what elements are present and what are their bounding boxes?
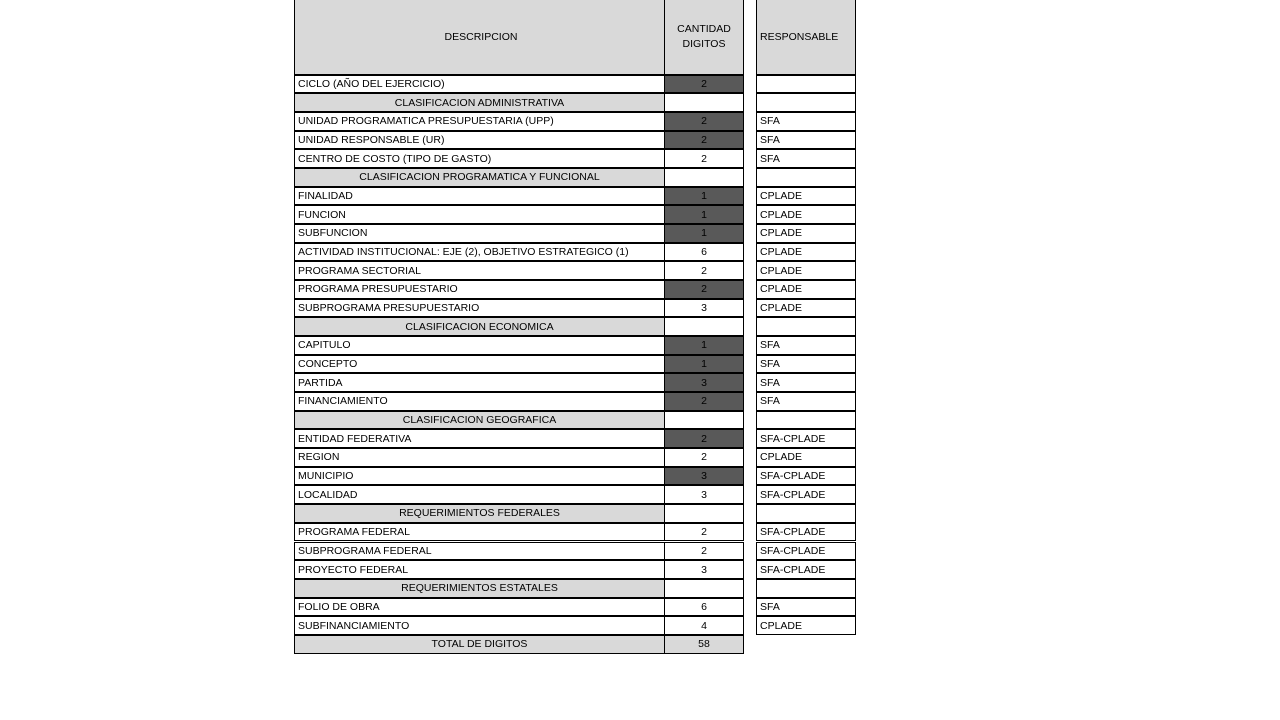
row-cantidad — [664, 411, 744, 430]
section-title: CLASIFICACION GEOGRAFICA — [294, 411, 665, 430]
row-cantidad: 6 — [664, 598, 744, 617]
row-responsable: CPLADE — [756, 243, 856, 262]
row-descripcion: PROYECTO FEDERAL — [294, 560, 665, 579]
row-responsable: SFA — [756, 112, 856, 131]
section-title: CLASIFICACION ECONOMICA — [294, 317, 665, 336]
row-responsable: SFA — [756, 131, 856, 150]
total-value: 58 — [664, 635, 744, 654]
row-descripcion: UNIDAD RESPONSABLE (UR) — [294, 131, 665, 150]
row-descripcion: SUBPROGRAMA FEDERAL — [294, 542, 665, 561]
row-cantidad: 2 — [664, 261, 744, 280]
row-descripcion: CICLO (AÑO DEL EJERCICIO) — [294, 75, 665, 94]
row-responsable: SFA — [756, 336, 856, 355]
row-descripcion: LOCALIDAD — [294, 485, 665, 504]
row-descripcion: FINANCIAMIENTO — [294, 392, 665, 411]
row-cantidad: 2 — [664, 75, 744, 94]
row-responsable: SFA-CPLADE — [756, 485, 856, 504]
total-label: TOTAL DE DIGITOS — [294, 635, 665, 654]
row-descripcion: CENTRO DE COSTO (TIPO DE GASTO) — [294, 149, 665, 168]
row-descripcion: PARTIDA — [294, 373, 665, 392]
row-descripcion: FUNCION — [294, 205, 665, 224]
row-cantidad: 1 — [664, 336, 744, 355]
row-responsable: CPLADE — [756, 299, 856, 318]
row-cantidad: 2 — [664, 280, 744, 299]
header-descripcion: DESCRIPCION — [294, 0, 665, 75]
row-cantidad: 2 — [664, 392, 744, 411]
row-responsable: SFA — [756, 598, 856, 617]
row-cantidad: 1 — [664, 355, 744, 374]
row-descripcion: FINALIDAD — [294, 187, 665, 206]
row-descripcion: SUBPROGRAMA PRESUPUESTARIO — [294, 299, 665, 318]
row-cantidad — [664, 317, 744, 336]
row-descripcion: SUBFINANCIAMIENTO — [294, 616, 665, 635]
row-cantidad: 4 — [664, 616, 744, 635]
row-descripcion: FOLIO DE OBRA — [294, 598, 665, 617]
row-descripcion: PROGRAMA SECTORIAL — [294, 261, 665, 280]
row-responsable: CPLADE — [756, 448, 856, 467]
row-cantidad: 6 — [664, 243, 744, 262]
row-cantidad: 2 — [664, 429, 744, 448]
section-title: CLASIFICACION PROGRAMATICA Y FUNCIONAL — [294, 168, 665, 187]
row-cantidad: 3 — [664, 485, 744, 504]
row-responsable: SFA-CPLADE — [756, 542, 856, 561]
row-descripcion: ENTIDAD FEDERATIVA — [294, 429, 665, 448]
row-responsable: SFA — [756, 392, 856, 411]
row-cantidad: 2 — [664, 112, 744, 131]
row-responsable: SFA — [756, 355, 856, 374]
row-cantidad — [664, 168, 744, 187]
row-cantidad: 3 — [664, 373, 744, 392]
row-cantidad: 2 — [664, 523, 744, 542]
header-responsable: RESPONSABLE — [756, 0, 856, 75]
row-responsable: CPLADE — [756, 187, 856, 206]
row-descripcion: UNIDAD PROGRAMATICA PRESUPUESTARIA (UPP) — [294, 112, 665, 131]
row-responsable: CPLADE — [756, 616, 856, 635]
row-descripcion: CONCEPTO — [294, 355, 665, 374]
row-responsable: CPLADE — [756, 224, 856, 243]
row-descripcion: MUNICIPIO — [294, 467, 665, 486]
row-responsable: SFA — [756, 149, 856, 168]
row-descripcion: REGION — [294, 448, 665, 467]
row-cantidad: 2 — [664, 542, 744, 561]
row-responsable — [756, 579, 856, 598]
row-responsable: CPLADE — [756, 205, 856, 224]
header-cantidad-digitos — [664, 0, 744, 75]
row-responsable — [756, 504, 856, 523]
row-responsable: SFA-CPLADE — [756, 467, 856, 486]
row-cantidad — [664, 93, 744, 112]
row-descripcion: SUBFUNCION — [294, 224, 665, 243]
row-cantidad: 1 — [664, 205, 744, 224]
section-title: REQUERIMIENTOS ESTATALES — [294, 579, 665, 598]
row-cantidad — [664, 504, 744, 523]
row-cantidad: 1 — [664, 187, 744, 206]
row-cantidad: 3 — [664, 560, 744, 579]
row-descripcion: CAPITULO — [294, 336, 665, 355]
row-cantidad: 3 — [664, 467, 744, 486]
row-responsable: CPLADE — [756, 280, 856, 299]
row-responsable — [756, 93, 856, 112]
row-cantidad: 1 — [664, 224, 744, 243]
row-responsable: SFA-CPLADE — [756, 523, 856, 542]
row-cantidad: 3 — [664, 299, 744, 318]
header-cantidad-label: CANTIDAD DIGITOS — [677, 23, 731, 50]
row-cantidad: 2 — [664, 448, 744, 467]
row-responsable — [756, 317, 856, 336]
section-title: REQUERIMIENTOS FEDERALES — [294, 504, 665, 523]
row-descripcion: PROGRAMA FEDERAL — [294, 523, 665, 542]
row-responsable: SFA-CPLADE — [756, 429, 856, 448]
row-responsable: SFA — [756, 373, 856, 392]
row-responsable — [756, 75, 856, 94]
row-cantidad: 2 — [664, 149, 744, 168]
row-responsable — [756, 168, 856, 187]
section-title: CLASIFICACION ADMINISTRATIVA — [294, 93, 665, 112]
row-descripcion: PROGRAMA PRESUPUESTARIO — [294, 280, 665, 299]
row-responsable: CPLADE — [756, 261, 856, 280]
row-cantidad — [664, 579, 744, 598]
row-descripcion: ACTIVIDAD INSTITUCIONAL: EJE (2), OBJETIVO ESTRATEGICO (1) — [294, 243, 665, 262]
row-responsable: SFA-CPLADE — [756, 560, 856, 579]
row-responsable — [756, 411, 856, 430]
row-cantidad: 2 — [664, 131, 744, 150]
